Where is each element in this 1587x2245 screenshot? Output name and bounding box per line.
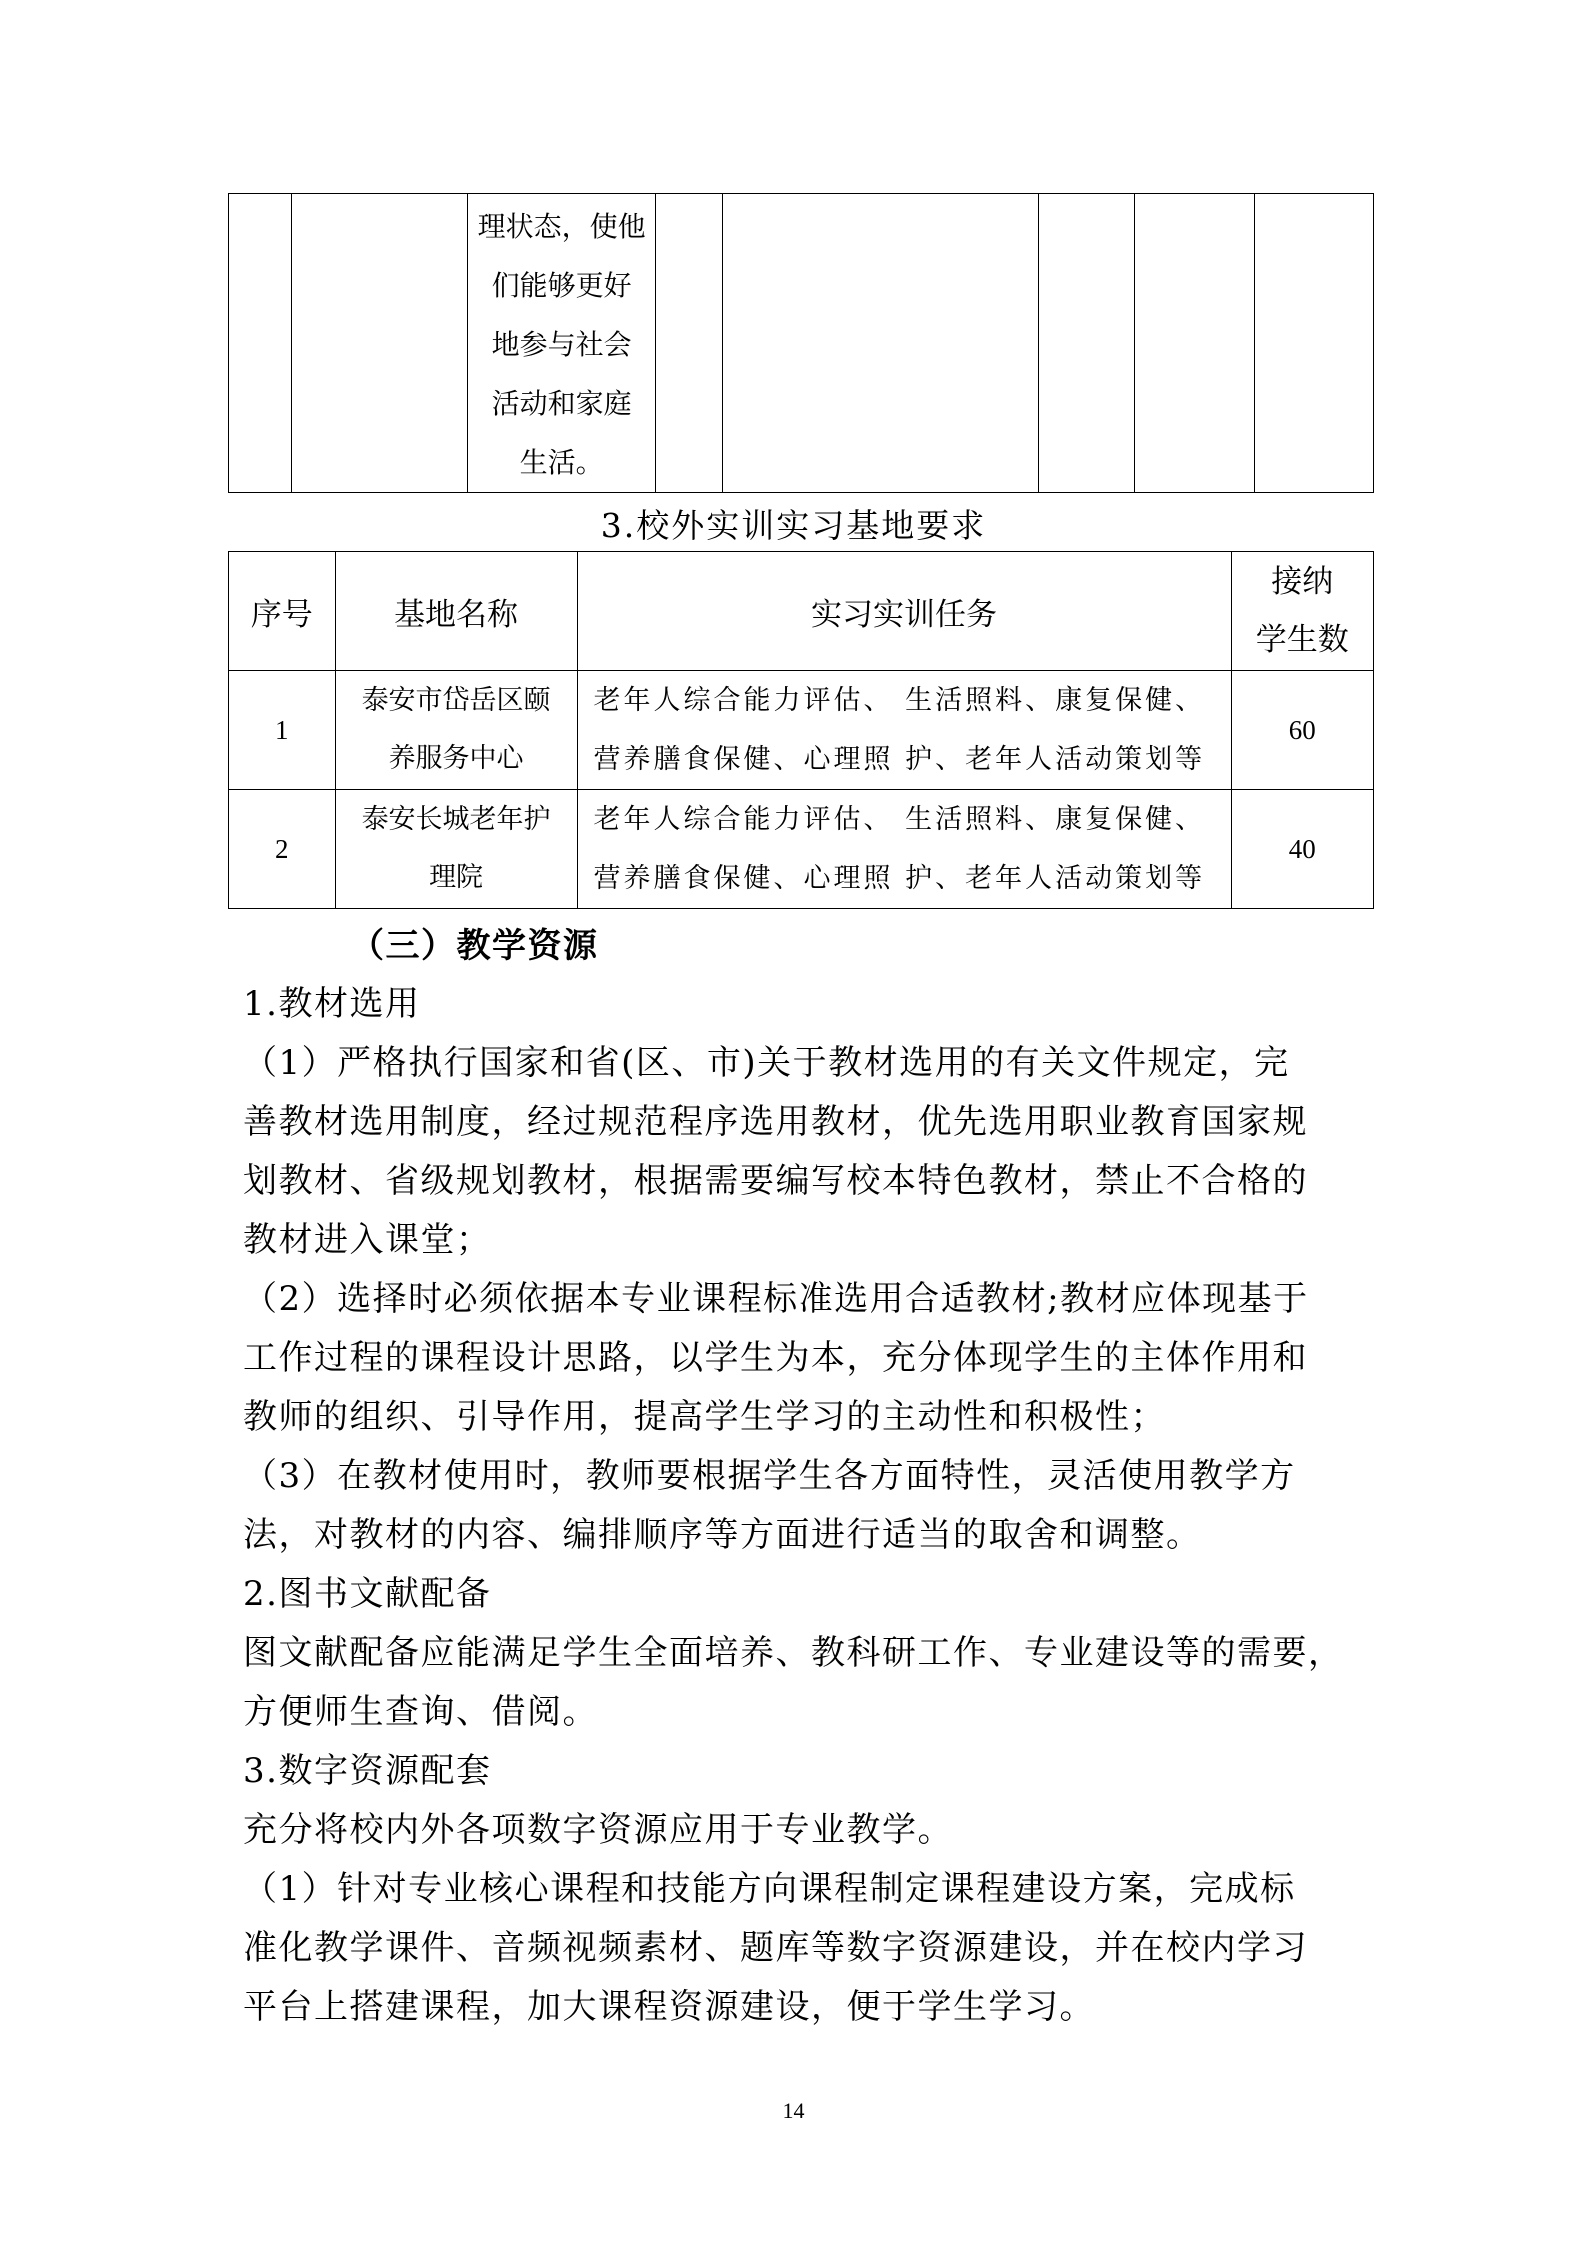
paragraph-line: （2）选择时必须依据本专业课程标准选用合适教材;教材应体现基于 bbox=[243, 1279, 1309, 1319]
paragraph-line: 教师的组织、引导作用，提高学生学习的主动性和积极性； bbox=[243, 1397, 1166, 1437]
row-name bbox=[335, 790, 577, 909]
paragraph-line: 平台上搭建课程，加大课程资源建设，便于学生学习。 bbox=[243, 1987, 1095, 2027]
cont-line: 理状态，使他 bbox=[477, 210, 646, 243]
cont-line: 地参与社会 bbox=[491, 328, 632, 361]
header-capacity-line: 接纳 bbox=[1271, 564, 1334, 600]
cont-cell-2 bbox=[291, 194, 467, 493]
subsection-title: （三）教学资源 bbox=[350, 926, 599, 966]
row-index: 1 bbox=[229, 671, 336, 790]
name-line: 理院 bbox=[429, 862, 484, 893]
row-index: 2 bbox=[229, 790, 336, 909]
paragraph-line: 教材进入课堂； bbox=[243, 1220, 492, 1260]
paragraph-line: （1）严格执行国家和省(区、市)关于教材选用的有关文件规定，完 bbox=[243, 1043, 1290, 1083]
name-line: 泰安市岱岳区颐 bbox=[361, 685, 551, 716]
cont-cell-8 bbox=[1255, 194, 1374, 493]
textbook-heading: 1.教材选用 bbox=[243, 984, 421, 1024]
cont-cell-7 bbox=[1135, 194, 1255, 493]
paragraph-line: 法，对教材的内容、编排顺序等方面进行适当的取舍和调整。 bbox=[243, 1515, 1202, 1555]
cont-cell-1 bbox=[229, 194, 292, 493]
cont-cell-text bbox=[467, 194, 655, 493]
base-requirements-table bbox=[228, 551, 1374, 909]
continuation-table bbox=[228, 193, 1374, 493]
cont-cell-4 bbox=[656, 194, 723, 493]
header-capacity bbox=[1231, 552, 1373, 671]
paragraph-line: 图文献配备应能满足学生全面培养、教科研工作、专业建设等的需要， bbox=[243, 1633, 1344, 1673]
section-heading: 3.校外实训实习基地要求 bbox=[600, 506, 987, 545]
cont-line: 们能够更好 bbox=[491, 269, 632, 302]
paragraph-line: 善教材选用制度，经过规范程序选用教材，优先选用职业教育国家规 bbox=[243, 1102, 1308, 1142]
cont-line: 活动和家庭 bbox=[491, 387, 632, 420]
row-capacity: 60 bbox=[1231, 671, 1373, 790]
row-capacity: 40 bbox=[1231, 790, 1373, 909]
paragraph-line: （1）针对专业核心课程和技能方向课程制定课程建设方案，完成标 bbox=[243, 1869, 1296, 1909]
cont-cell-5 bbox=[722, 194, 1038, 493]
page-number: 14 bbox=[782, 2098, 805, 2123]
task-line: 老年人综合能力评估、 生活照料、康复保健、 bbox=[593, 685, 1206, 716]
task-line: 营养膳食保健、心理照 护、老年人活动策划等 bbox=[593, 744, 1206, 775]
library-heading: 2.图书文献配备 bbox=[243, 1574, 492, 1614]
table-header-row bbox=[229, 552, 1374, 671]
cont-cell-6 bbox=[1038, 194, 1135, 493]
row-task bbox=[577, 671, 1231, 790]
table-row bbox=[229, 790, 1374, 909]
header-capacity-line: 学生数 bbox=[1255, 622, 1349, 658]
header-index: 序号 bbox=[229, 552, 336, 671]
header-name: 基地名称 bbox=[335, 552, 577, 671]
name-line: 泰安长城老年护 bbox=[361, 804, 551, 835]
header-task: 实习实训任务 bbox=[577, 552, 1231, 671]
paragraph-line: 划教材、省级规划教材，根据需要编写校本特色教材，禁止不合格的 bbox=[243, 1161, 1308, 1201]
paragraph-line: 方便师生查询、借阅。 bbox=[243, 1692, 598, 1732]
row-name bbox=[335, 671, 577, 790]
paragraph-line: 工作过程的课程设计思路，以学生为本，充分体现学生的主体作用和 bbox=[243, 1338, 1308, 1378]
paragraph-line: 充分将校内外各项数字资源应用于专业教学。 bbox=[243, 1810, 953, 1850]
table-row bbox=[229, 671, 1374, 790]
task-line: 营养膳食保健、心理照 护、老年人活动策划等 bbox=[593, 863, 1206, 894]
row-task bbox=[577, 790, 1231, 909]
paragraph-line: （3）在教材使用时，教师要根据学生各方面特性，灵活使用教学方 bbox=[243, 1456, 1296, 1496]
cont-line: 生活。 bbox=[519, 446, 604, 479]
name-line: 养服务中心 bbox=[388, 743, 524, 774]
task-line: 老年人综合能力评估、 生活照料、康复保健、 bbox=[593, 804, 1206, 835]
digital-heading: 3.数字资源配套 bbox=[243, 1751, 492, 1791]
paragraph-line: 准化教学课件、音频视频素材、题库等数字资源建设，并在校内学习 bbox=[243, 1928, 1308, 1968]
